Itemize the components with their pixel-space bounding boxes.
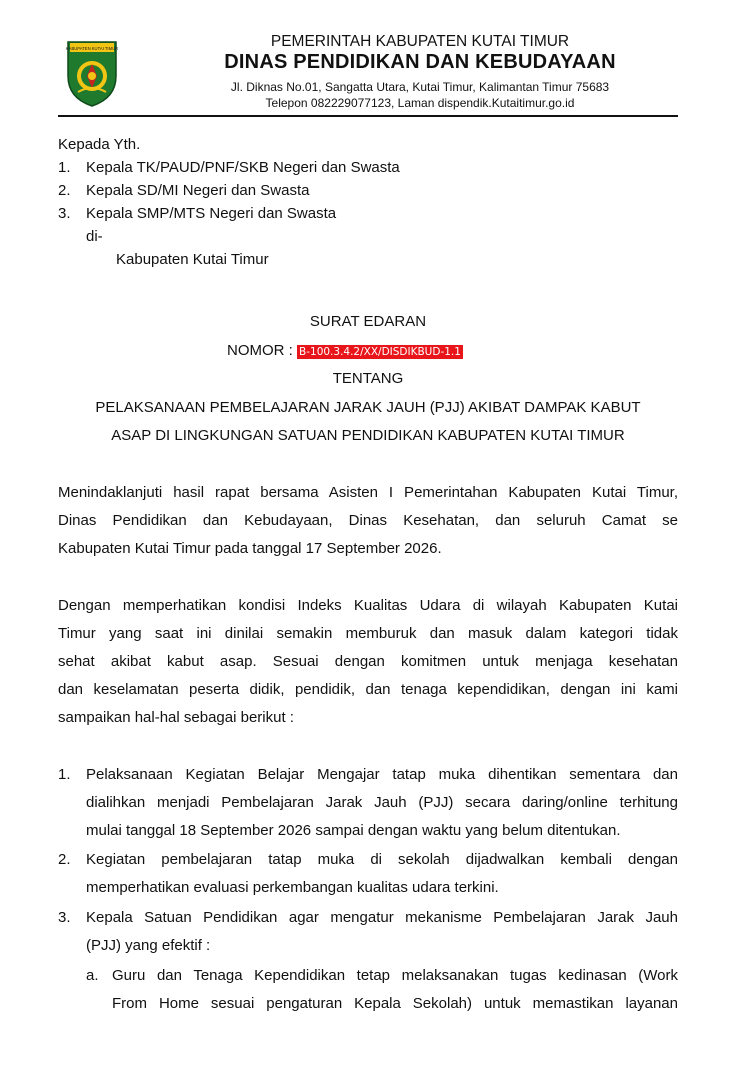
paragraph-2-line: Dengan memperhatikan kondisi Indeks Kualitas Udara di wilayah Kabupaten Kutai [58,597,678,614]
point-3a-line: Guru dan Tenaga Kependidikan tetap melaksanakan tugas kedinasan (Work [112,967,678,984]
recipients-place: Kabupaten Kutai Timur [116,251,269,268]
letter-number-label: NOMOR : [227,342,293,359]
recipient-number: 1. [58,159,71,176]
paragraph-2-line: dan keselamatan peserta didik, pendidik, dan tenaga kependidikan, dengan ini kami [58,681,678,698]
letterhead-agency: DINAS PENDIDIKAN DAN KEBUDAYAAN [224,51,616,73]
recipient-number: 3. [58,205,71,222]
point-number: 1. [58,766,71,783]
subpoint-letter: a. [86,967,99,984]
letter-number-line [227,342,463,359]
paragraph-2-line: sampaikan hal-hal sebagai berikut : [58,709,294,726]
paragraph-2-line: Timur yang saat ini dinilai semakin memburuk dan masuk dalam kategori tidak [58,625,678,642]
tentang-label: TENTANG [332,370,404,387]
subject-line-2: ASAP DI LINGKUNGAN SATUAN PENDIDIKAN KABUPATEN KUTAI TIMUR [111,427,625,444]
recipients-di: di- [86,228,103,245]
point-1-line: Pelaksanaan Kegiatan Belajar Mengajar tatap muka dihentikan sementara dan [86,766,678,783]
point-2-line: memperhatikan evaluasi perkembangan kualitas udara terkini. [86,879,499,896]
letterhead-address: Jl. Diknas No.01, Sangatta Utara, Kutai Timur, Kalimantan Timur 75683 [230,80,610,94]
point-2-line: Kegiatan pembelajaran tatap muka di sekolah dijadwalkan kembali dengan [86,851,678,868]
paragraph-2-line: sehat akibat kabut asap. Sesuai dengan komitmen untuk menjaga kesehatan [58,653,678,670]
kutai-timur-logo [64,36,120,108]
paragraph-1-line: Kabupaten Kutai Timur pada tanggal 17 September 2026. [58,540,442,557]
letterhead-contact: Telepon 082229077123, Laman dispendik.Kutaitimur.go.id [265,96,575,110]
point-3a-line: From Home sesuai pengaturan Kepala Sekolah) untuk memastikan layanan [112,995,678,1012]
point-number: 2. [58,851,71,868]
letterhead-government: PEMERINTAH KABUPATEN KUTAI TIMUR [270,33,570,50]
recipient-item: Kepala SD/MI Negeri dan Swasta [86,182,310,199]
letter-number-value: B-100.3.4.2/XX/DISDIKBUD-1.1 [299,346,461,358]
subject-line-1: PELAKSANAAN PEMBELAJARAN JARAK JAUH (PJJ) AKIBAT DAMPAK KABUT [95,399,641,416]
point-1-line: mulai tanggal 18 September 2026 sampai dengan waktu yang belum ditentukan. [86,822,621,839]
point-1-line: dialihkan menjadi Pembelajaran Jarak Jauh (PJJ) secara daring/online terhitung [86,794,678,811]
paragraph-1-line: Menindaklanjuti hasil rapat bersama Asisten I Pemerintahan Kabupaten Kutai Timur, [58,484,678,501]
recipient-item: Kepala SMP/MTS Negeri dan Swasta [86,205,337,222]
recipient-item: Kepala TK/PAUD/PNF/SKB Negeri dan Swasta [86,159,400,176]
recipient-number: 2. [58,182,71,199]
recipients-intro: Kepada Yth. [58,136,141,153]
letter-type: SURAT EDARAN [309,313,427,330]
point-3-line: (PJJ) yang efektif : [86,937,211,954]
point-3-line: Kepala Satuan Pendidikan agar mengatur mekanisme Pembelajaran Jarak Jauh [86,909,678,926]
paragraph-1-line: Dinas Pendidikan dan Kebudayaan, Dinas Kesehatan, dan seluruh Camat se [58,512,678,529]
logo-text: KABUPATEN KUTAI TIMUR [65,46,119,51]
point-number: 3. [58,909,71,926]
letterhead-divider [58,115,678,117]
